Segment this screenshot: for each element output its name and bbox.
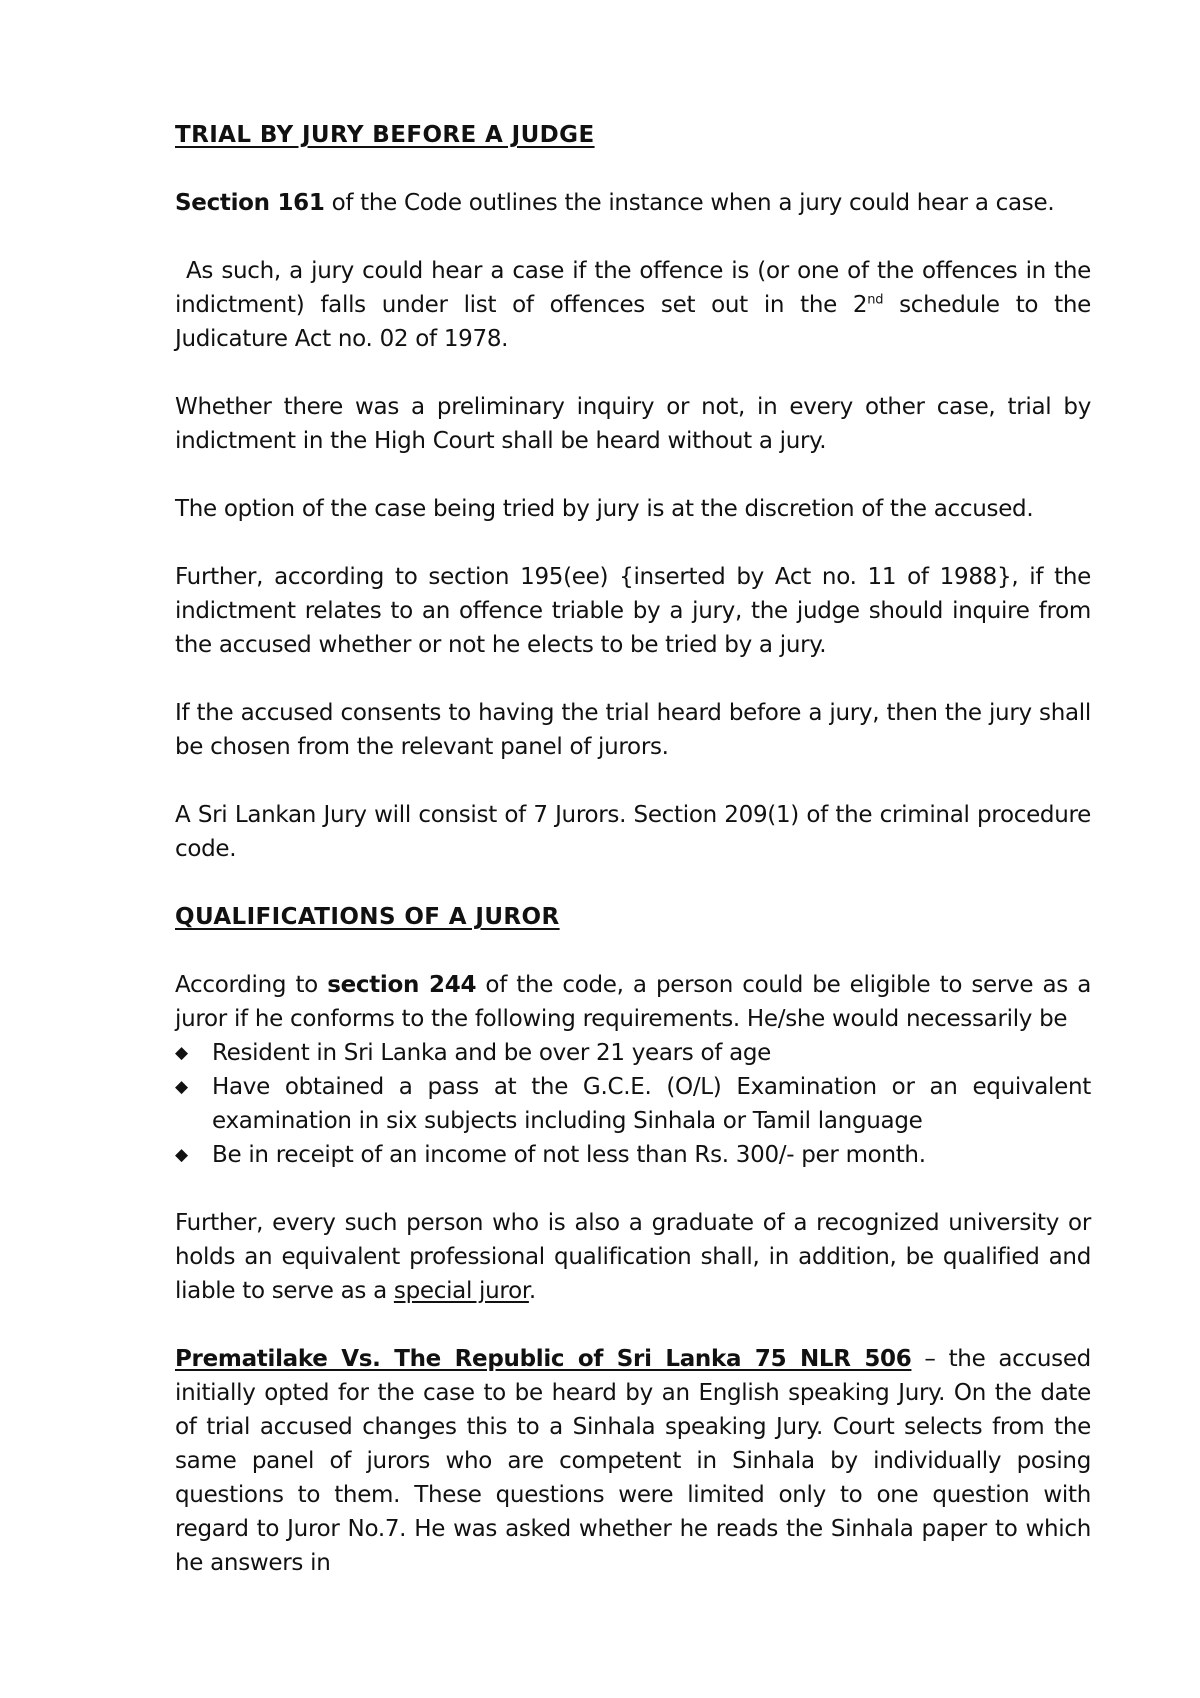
paragraph-case-prematilake bbox=[175, 1342, 1091, 1580]
list-item bbox=[175, 1138, 1091, 1172]
list-item bbox=[175, 1036, 1091, 1070]
paragraph-jury-size: A Sri Lankan Jury will consist of 7 Jurors. Section 209(1) of the criminal procedure code. bbox=[175, 802, 1091, 862]
paragraph-text: Further, every such person who is also a graduate of a recognized university or holds an equivalent professional qualification shall, in addition, be qualified and liable to serve as a bbox=[175, 1210, 1091, 1304]
paragraph-discretion: The option of the case being tried by jury is at the discretion of the accused. bbox=[175, 496, 1034, 522]
paragraph-text: According to bbox=[175, 972, 328, 998]
diamond-bullet-icon: ◆ bbox=[175, 1145, 188, 1165]
requirements-list bbox=[175, 1036, 1091, 1172]
document-page bbox=[175, 118, 1091, 1580]
case-citation: Prematilake Vs. The Republic of Sri Lanka 75 NLR 506 bbox=[175, 1346, 912, 1372]
paragraph-text: schedule to the Judicature Act no. 02 of 1978. bbox=[175, 292, 1091, 352]
paragraph-consent: If the accused consents to having the trial heard before a jury, then the jury shall be chosen from the relevant panel of jurors. bbox=[175, 700, 1091, 760]
list-item-text: Have obtained a pass at the G.C.E. (O/L) Examination or an equivalent examination in six subjects including Sinhala or Tamil language bbox=[212, 1074, 1091, 1134]
paragraph-text: . bbox=[528, 1278, 536, 1304]
section-244-reference: section 244 bbox=[327, 972, 477, 998]
section-161-reference: Section 161 bbox=[175, 190, 325, 216]
paragraph-jury-offences bbox=[175, 254, 1091, 356]
paragraph-text: of the code, a person could be eligible to serve as a juror if he conforms to the following requirements. He/she would necessarily be bbox=[175, 972, 1091, 1032]
paragraph-section-195ee: Further, according to section 195(ee) {inserted by Act no. 11 of 1988}, if the indictment relates to an offence triable by a jury, the judge should inquire from the accused whether or not he elects to be tried by a jury. bbox=[175, 564, 1091, 658]
diamond-bullet-icon: ◆ bbox=[175, 1077, 188, 1097]
paragraph-without-jury: Whether there was a preliminary inquiry or not, in every other case, trial by indictment in the High Court shall be heard without a jury. bbox=[175, 394, 1091, 454]
paragraph-text: – the accused initially opted for the case to be heard by an English speaking Jury. On the date of trial accused changes this to a Sinhala speaking Jury. Court selects from the same panel of jurors who are competent in Sinhala by individually posing questions to them. These questions were limited only to one question with regard to Juror No.7. He was asked whether he reads the Sinhala paper to which he answers in bbox=[175, 1346, 1091, 1576]
paragraph-text: of the Code outlines the instance when a jury could hear a case. bbox=[324, 190, 1055, 216]
section-heading-qualifications: QUALIFICATIONS OF A JUROR bbox=[175, 904, 560, 930]
list-item-text: Resident in Sri Lanka and be over 21 years of age bbox=[212, 1040, 772, 1066]
diamond-bullet-icon: ◆ bbox=[175, 1043, 188, 1063]
paragraph-section-161 bbox=[175, 186, 1091, 220]
section-heading-trial-by-jury: TRIAL BY JURY BEFORE A JUDGE bbox=[175, 122, 595, 148]
ordinal-superscript: nd bbox=[867, 292, 884, 308]
paragraph-text: As such, a jury could hear a case if the offence is (or one of the offences in the indictment) falls under list of offences set out in the 2 bbox=[175, 258, 1091, 318]
list-item bbox=[175, 1070, 1091, 1138]
list-item-text: Be in receipt of an income of not less than Rs. 300/- per month. bbox=[212, 1142, 926, 1168]
special-juror-term: special juror bbox=[393, 1278, 529, 1304]
paragraph-section-244 bbox=[175, 968, 1091, 1036]
paragraph-special-juror bbox=[175, 1206, 1091, 1308]
